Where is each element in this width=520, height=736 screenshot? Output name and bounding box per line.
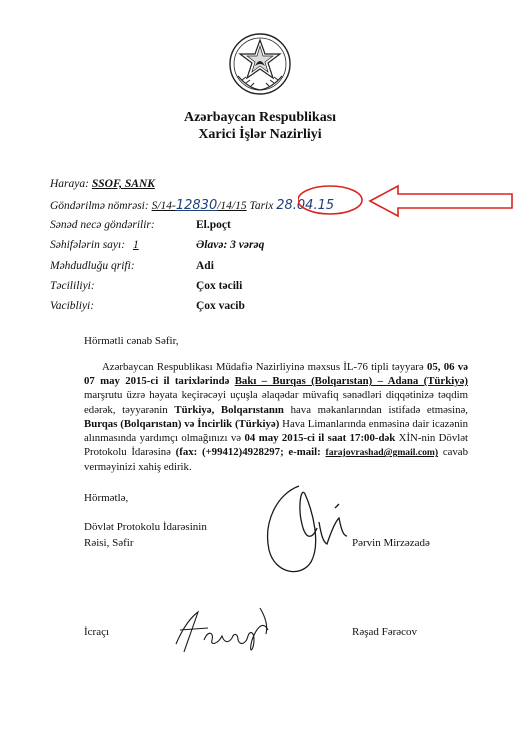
recipient-label: Haraya: — [50, 178, 89, 190]
recipient-row — [50, 178, 155, 190]
date-handwritten: 28.04.15 — [276, 198, 335, 213]
flight-route: Bakı – Burqas (Bolqarıstan) – Adana (Türkiyə) — [234, 375, 469, 388]
send-method-value: El.poçt — [196, 219, 231, 231]
body-text-6: cavab verməyinizi xahiş edirik. — [84, 446, 468, 474]
document-number-handwritten: 12830 — [175, 198, 218, 213]
document-number-label: Göndərilmə nömrəsi: — [50, 200, 149, 212]
urgency-value: Çox təcili — [196, 280, 243, 292]
body-text-4: Hava Limanlarında enməsinə dair icazənin alınmasında yardımçı olmağınızı və — [84, 417, 468, 445]
salutation: Hörmətli cənab Səfir, — [84, 335, 179, 347]
red-arrow-icon — [370, 186, 512, 216]
flight-dates: 05, 06 və 07 may 2015-ci il tarixlərində — [84, 361, 468, 388]
landing-airports: Burqas (Bolqarıstan) və İncirlik (Türkiyə) — [84, 417, 280, 430]
executor-label: İcraçı — [84, 626, 110, 638]
body-text-5: XİN-nin Dövlət Protokolu İdarəsinə — [84, 432, 469, 459]
reply-deadline: 04 may 2015-ci il saat 17:00-dək — [244, 432, 396, 445]
date-annotation — [298, 180, 520, 220]
contact-fax: (fax: (+99412)4928297; e-mail: — [175, 446, 321, 459]
state-emblem-icon — [228, 32, 292, 96]
date-circle-mark — [298, 186, 362, 214]
signature-farajov — [168, 600, 288, 660]
document-number-row — [50, 198, 334, 213]
regards: Hörmətlə, — [84, 492, 129, 504]
signature-mirzazade — [255, 478, 365, 588]
date-label: Tarix — [249, 200, 274, 212]
body-text-3: hava məkanlarından istifadə etməsinə, — [290, 403, 468, 416]
send-method-label: Sənəd necə göndərilir: — [50, 219, 155, 231]
signatory-title-2: Rəisi, Səfir — [84, 537, 134, 549]
pages-row — [50, 239, 144, 251]
urgency-label: Təcililiyi: — [50, 280, 95, 292]
recipient-value: SSOF, SANK — [91, 178, 155, 190]
executor-name: Rəşad Fərəcov — [352, 626, 418, 638]
body-text-1: Azərbaycan Respublikası Müdafiə Nazirliyinə məxsus İL-76 tipli təyyarə — [102, 361, 424, 373]
airspace-countries: Türkiyə, Bolqarıstanın — [174, 403, 284, 416]
pages-value: 1 — [132, 239, 139, 251]
ministry-line-2: Xarici İşlər Nazirliyi — [198, 127, 322, 142]
signatory-title-1: Dövlət Protokolu İdarəsinin — [84, 521, 207, 533]
pages-label: Səhifələrin sayı: — [50, 239, 126, 251]
contact-email-link[interactable]: farajovrashad@gmail.com) — [325, 447, 439, 459]
signatory-name: Pərvin Mirzəzadə — [352, 537, 430, 549]
document-number-suffix: /14/15 — [217, 200, 247, 212]
document-number-prefix: S/14- — [151, 200, 176, 212]
restriction-value: Adi — [196, 260, 214, 272]
letter-body — [84, 360, 468, 475]
restriction-label: Məhdudluğu qrifi: — [50, 260, 135, 272]
ministry-line-1: Azərbaycan Respublikası — [183, 110, 337, 125]
importance-label: Vacibliyi: — [50, 300, 95, 312]
attachment-value: Əlavə: 3 vərəq — [196, 239, 265, 251]
importance-value: Çox vacib — [196, 300, 245, 312]
body-text-2: marşrutu üzrə həyata keçirəcəyi uçuşla əlaqədar müvafiq sənədləri diqqətinizə təqdim edərək, təyyarənin — [84, 389, 468, 416]
